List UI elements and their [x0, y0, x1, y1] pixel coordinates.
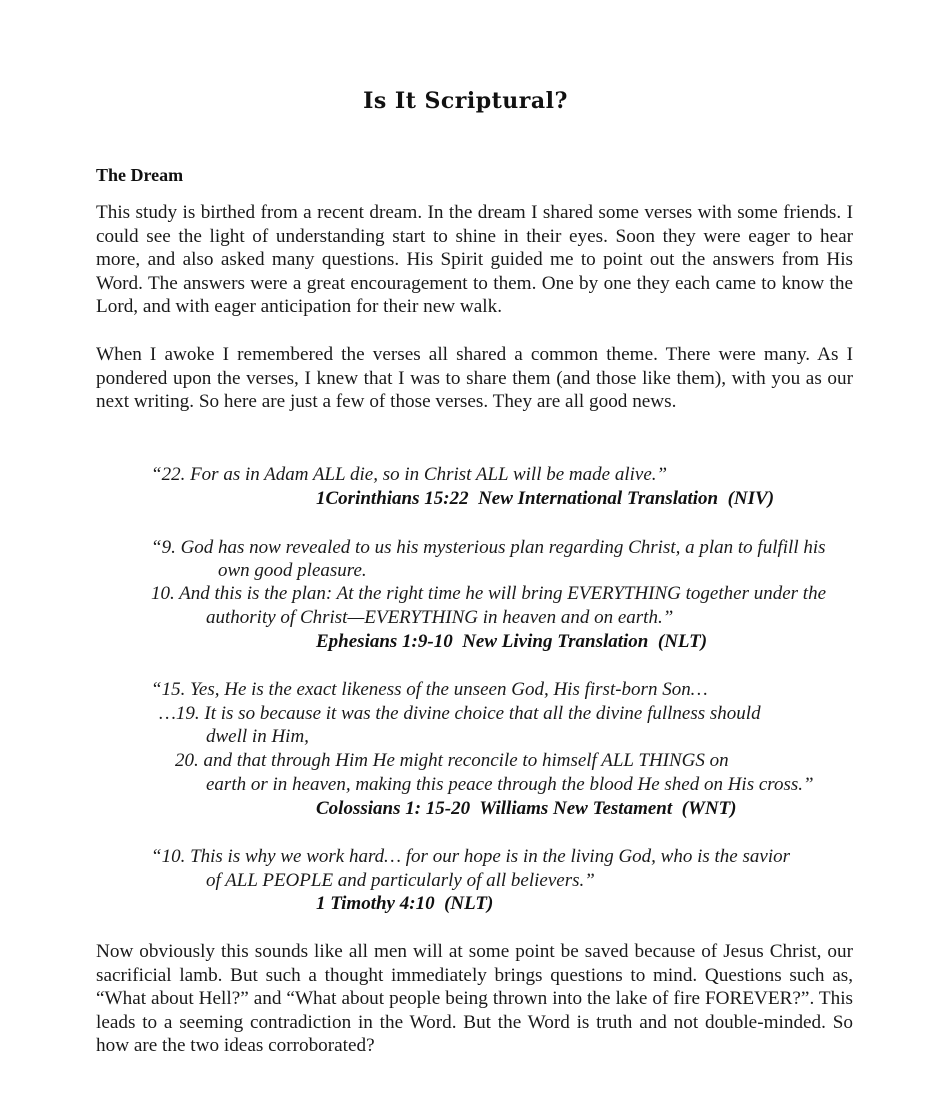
section-heading: The Dream	[96, 165, 184, 185]
paragraph-conclusion: Now obviously this sounds like all men will at some point be saved because of Jesus Christ, our sacrificial lamb. But such a thought immediately brings questions to mind. Questions such as, “What about Hell?” and “What about people being thrown into the lake of fire FOREVER?”. This leads to a seeming contradiction in the Word. But the Word is truth and not double-minded. So how are the two ideas corroborated?	[96, 941, 853, 1056]
verse-reference: Ephesians 1:9-10 New Living Translation (NLT)	[316, 631, 708, 652]
paragraph-awoke: When I awoke I remembered the verses all shared a common theme. There were many. As I pondered upon the verses, I knew that I was to share them (and those like them), with you as our next writing. So here are just a few of those verses. They are all good news.	[96, 344, 853, 412]
verse-line: “10. This is why we work hard… for our hope is in the living God, who is the savior	[151, 846, 790, 867]
verse-line: earth or in heaven, making this peace through the blood He shed on His cross.”	[206, 774, 814, 795]
verse-reference: Colossians 1: 15-20 Williams New Testament (WNT)	[316, 798, 737, 819]
verse-line: …19. It is so because it was the divine choice that all the divine fullness should	[159, 703, 761, 724]
verse-line: authority of Christ—EVERYTHING in heaven and on earth.”	[206, 607, 674, 628]
verse-line: 10. And this is the plan: At the right time he will bring EVERYTHING together under the	[151, 583, 827, 604]
verse-line: “15. Yes, He is the exact likeness of the unseen God, His first-born Son…	[151, 679, 708, 700]
paragraph-dream: This study is birthed from a recent dream. In the dream I shared some verses with some friends. I could see the light of understanding start to shine in their eyes. Soon they were eager to hear more, and also asked many questions. His Spirit guided me to point out the answers from His Word. The answers were a great encouragement to them. One by one they each came to know the Lord, and with eager anticipation for their new walk.	[96, 202, 853, 317]
verse-reference: 1Corinthians 15:22 New International Translation (NIV)	[316, 488, 775, 509]
verse-line: of ALL PEOPLE and particularly of all believers.”	[206, 870, 595, 891]
page-title: Is It Scriptural?	[363, 88, 568, 114]
verse-line: “22. For as in Adam ALL die, so in Christ ALL will be made alive.”	[151, 464, 668, 485]
verse-line: 20. and that through Him He might reconcile to himself ALL THINGS on	[175, 750, 729, 771]
verse-line: own good pleasure.	[218, 560, 367, 581]
verse-line: dwell in Him,	[206, 726, 309, 747]
verse-line: “9. God has now revealed to us his mysterious plan regarding Christ, a plan to fulfill his	[151, 537, 826, 558]
verse-reference: 1 Timothy 4:10 (NLT)	[316, 893, 494, 914]
